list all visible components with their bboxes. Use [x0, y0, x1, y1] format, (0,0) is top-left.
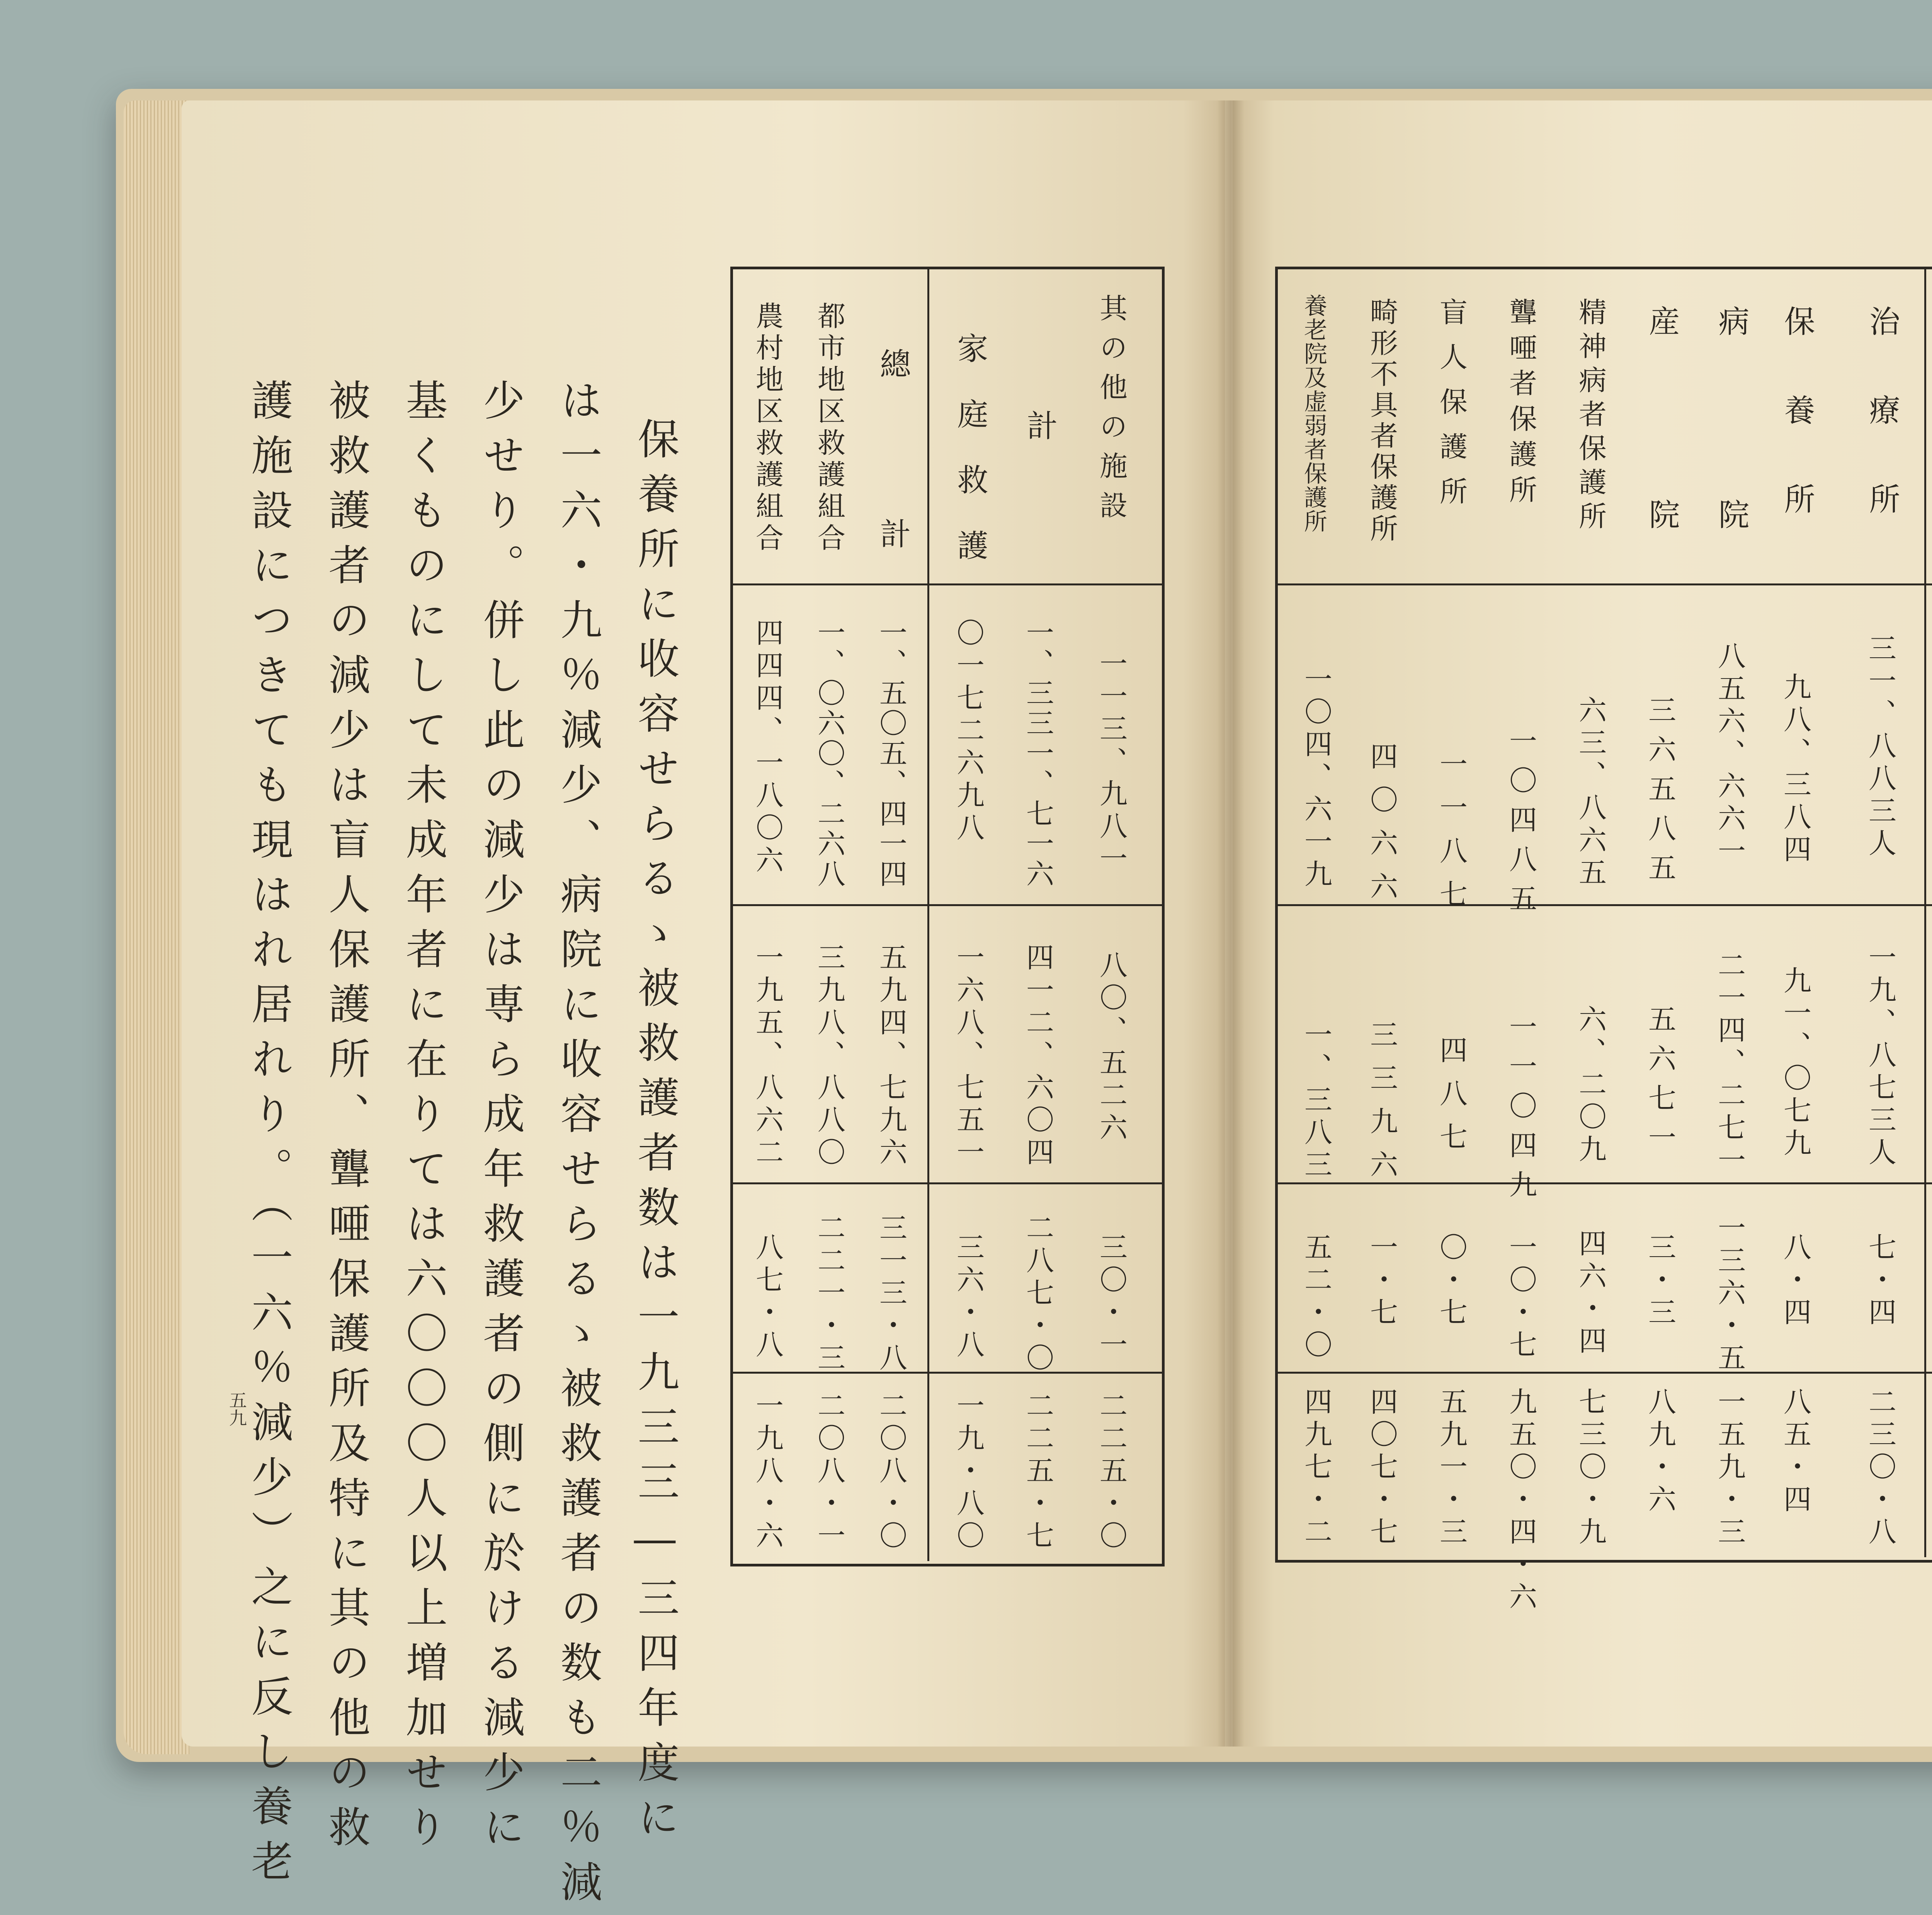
- body-text-line: 被救護者の減少は盲人保護所、聾唖保護所及特に其の他の救: [321, 379, 370, 1860]
- cell-cost: 三・三: [1644, 1233, 1676, 1330]
- cell-per-person: 二三〇・八: [1864, 1387, 1896, 1549]
- cell-total: 八五六、六六一: [1713, 641, 1746, 869]
- cell-cost: 二二一・三: [813, 1213, 845, 1376]
- row-label: 畸形不具者保護所: [1366, 298, 1398, 545]
- cell-total: 一〇四八五: [1505, 726, 1537, 923]
- cell-minor: 三三九六: [1366, 1020, 1398, 1193]
- cell-total: 三一、八八三人: [1864, 634, 1896, 861]
- cell-total: 九八、三八四: [1779, 672, 1811, 867]
- cell-minor: 二一四、二七一: [1713, 951, 1746, 1178]
- cell-total: 一〇四、六一九: [1300, 665, 1332, 892]
- right-table-col-divider: [1924, 267, 1926, 1557]
- row-label: 病院: [1713, 305, 1749, 692]
- cell-cost: 七・四: [1864, 1233, 1896, 1330]
- row-label: 精神病者保護所: [1574, 298, 1607, 536]
- row-label: 治療所: [1864, 305, 1900, 572]
- page-edges-left: [124, 100, 189, 1754]
- row-label: 家庭救護: [952, 332, 988, 595]
- cell-per-person: 九五〇・四・六: [1505, 1387, 1537, 1614]
- cell-cost: 四六・四: [1574, 1229, 1607, 1359]
- cell-per-person: 八五・四: [1779, 1387, 1811, 1517]
- right-table-row-divider: [1275, 1372, 1932, 1374]
- cell-per-person: 二二五・〇: [1095, 1391, 1128, 1553]
- cell-per-person: 二〇八・一: [813, 1391, 845, 1553]
- row-label: 計: [1022, 410, 1058, 455]
- cell-minor: 一、三八三: [1300, 1020, 1332, 1182]
- row-label: 産院: [1644, 305, 1680, 692]
- cell-total: 四四四、一八〇六: [751, 618, 784, 878]
- page-number-left: 五九: [226, 1391, 247, 1427]
- cell-total: 一、〇六〇、二六八: [813, 618, 845, 889]
- cell-total: 四〇六六: [1366, 742, 1398, 915]
- cell-total: 一、五〇五、四一四: [875, 618, 907, 889]
- cell-per-person: 一五九・三: [1713, 1387, 1746, 1549]
- cell-cost: 三六・八: [952, 1233, 985, 1362]
- cell-minor: 四一二、六〇四: [1022, 943, 1054, 1170]
- left-table-row-divider: [730, 1372, 1162, 1374]
- cell-per-person: 一九八・六: [751, 1391, 784, 1553]
- body-text-line: 保養所に收容せらるゝ被救護者数は一九三三―三四年度に: [631, 417, 679, 1850]
- cell-total: 一一八七: [1435, 750, 1468, 923]
- cell-per-person: 八九・六: [1644, 1387, 1676, 1517]
- cell-minor: 一九、八七三人: [1864, 943, 1896, 1170]
- row-label: 都市地区救護組合: [813, 301, 845, 555]
- cell-total: 三六五八五: [1644, 696, 1676, 893]
- cell-per-person: 一九・八〇: [952, 1391, 985, 1553]
- cell-cost: 二八七・〇: [1022, 1213, 1054, 1376]
- row-label: 聾唖者保護所: [1505, 298, 1537, 511]
- cell-per-person: 二〇八・〇: [875, 1391, 907, 1553]
- body-text-line: 基くものにして未成年者に在りては六〇〇〇人以上増加せり: [399, 379, 447, 1860]
- cell-minor: 一九五、八六二: [751, 943, 784, 1170]
- cell-minor: 一一〇四九: [1505, 1012, 1537, 1209]
- cell-minor: 九一、〇七九: [1779, 966, 1811, 1161]
- cell-per-person: 四〇七・七: [1366, 1387, 1398, 1549]
- row-label: 農村地区救護組合: [751, 301, 784, 555]
- row-label: 總計: [875, 348, 911, 688]
- cell-total: 六三、八六五: [1574, 696, 1607, 890]
- cell-minor: 八〇、五二六: [1095, 951, 1128, 1145]
- row-label: 保養所: [1779, 305, 1815, 572]
- cell-total: 一、三三一、七一六: [1022, 618, 1054, 889]
- body-text-line: 護施設につきても現はれ居れり。（一六％減少）之に反し養老: [244, 379, 293, 1894]
- cell-per-person: 四九七・二: [1300, 1387, 1332, 1549]
- cell-per-person: 七三〇・九: [1574, 1387, 1607, 1549]
- body-text-line: は一六・九％減少、病院に收容せらるゝ被救護者の数も二％減: [553, 379, 602, 1915]
- cell-cost: 〇・七: [1435, 1233, 1468, 1330]
- cell-cost: 三一三・八: [875, 1213, 907, 1376]
- row-label: 養老院及虚弱者保護所: [1300, 294, 1327, 533]
- cell-per-person: 二二五・七: [1022, 1391, 1054, 1553]
- cell-cost: 八・四: [1779, 1233, 1811, 1330]
- left-table-row-divider: [730, 904, 1162, 906]
- cell-cost: 一三六・五: [1713, 1213, 1746, 1376]
- cell-minor: 六、二〇九: [1574, 1005, 1607, 1167]
- cell-minor: 五六七一: [1644, 1005, 1676, 1162]
- body-text-line: 少せり。併し此の減少は専ら成年救護者の側に於ける減少に: [476, 379, 524, 1860]
- cell-minor: 四八七: [1435, 1036, 1468, 1165]
- cell-minor: 一六八、七五一: [952, 943, 985, 1170]
- left-table-header-divider: [730, 583, 1162, 585]
- row-label: 其の他の施設: [1095, 294, 1128, 530]
- cell-cost: 一〇・七: [1505, 1233, 1537, 1362]
- cell-cost: 一・七: [1366, 1233, 1398, 1330]
- cell-cost: 三〇・一: [1095, 1233, 1128, 1362]
- row-label: 盲人保護所: [1435, 298, 1468, 522]
- left-table-row-divider: [730, 1182, 1162, 1184]
- left-table-col-divider: [927, 267, 929, 1561]
- book-gutter: [1217, 100, 1244, 1747]
- cell-total: 一一三、九八一: [1095, 649, 1128, 876]
- cell-cost: 八七・八: [751, 1233, 784, 1362]
- cell-per-person: 五九一・三: [1435, 1387, 1468, 1549]
- cell-minor: 三九八、八八〇: [813, 943, 845, 1170]
- cell-total: 〇一七二六九八: [952, 618, 985, 845]
- cell-cost: 五二・〇: [1300, 1233, 1332, 1362]
- right-table-header-divider: [1275, 583, 1932, 585]
- cell-minor: 五九四、七九六: [875, 943, 907, 1170]
